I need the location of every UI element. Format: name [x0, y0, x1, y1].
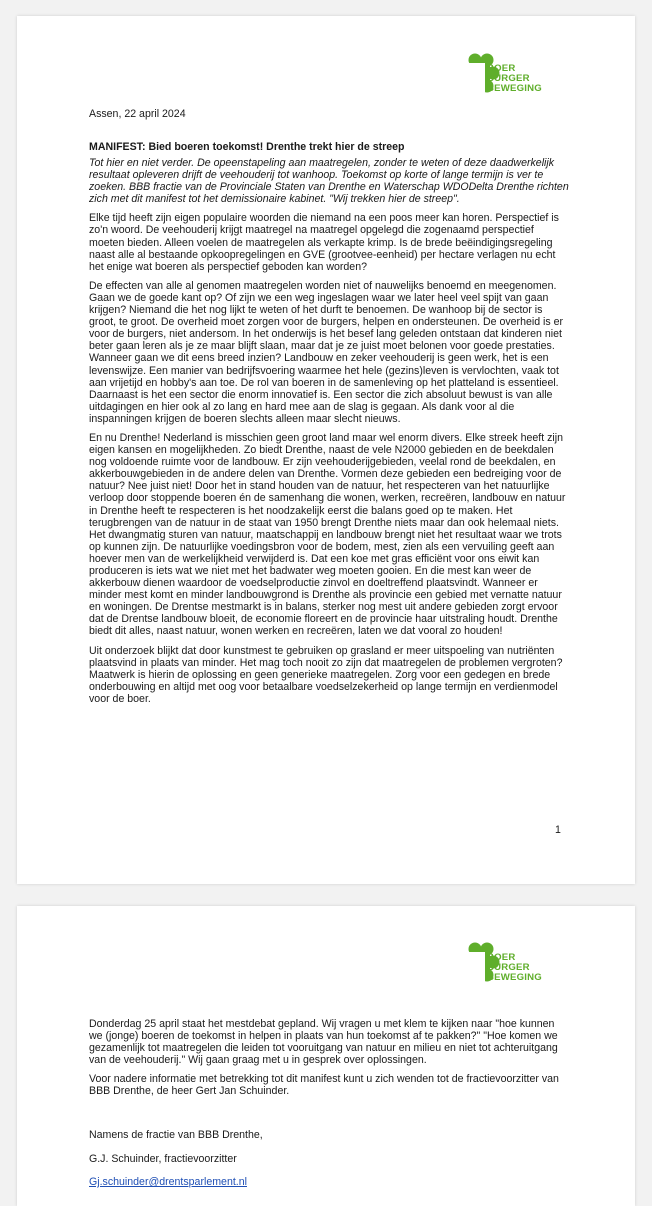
logo-line-1: BOER: [487, 63, 516, 74]
email-link[interactable]: Gj.schuinder@drentsparlement.nl: [89, 1176, 247, 1188]
page-1-body: [89, 157, 569, 712]
logo-line-2: BURGER: [487, 73, 530, 84]
bbb-logo: [463, 53, 547, 105]
signatory: G.J. Schuinder, fractievoorzitter: [89, 1153, 237, 1165]
bbb-logo: [463, 942, 547, 994]
document-page-1: [17, 16, 635, 884]
logo-line-3: BEWEGING: [487, 83, 542, 94]
body-paragraph: Donderdag 25 april staat het mestdebat gepland. Wij vragen u met klem te kijken naar "hoe kunnen we (jonge) boeren de toekomst in helpen in plaats van hun toekomst af te pakken?" "Hoe komen we gezamenlijk tot maatregelen die leiden tot vooruitgang van natuur en milieu en niet tot achteruitgang van de veehouderij." Wij gaan graag met u in gesprek over oplossingen.: [89, 1018, 558, 1067]
page-2-body: [89, 1018, 569, 1105]
body-paragraph: Uit onderzoek blijkt dat door kunstmest te gebruiken op grasland er meer uitspoeling van nutriënten plaatsvind in plaats van minder. Het mag toch nooit zo zijn dat maatregelen de problemen vergroten? Maatwerk is hierin de oplossing en geen generieke maatregelen. Zorg voor een gedegen en brede onderbouwing en altijd met oog voor betaalbare voedselzekerheid op lange termijn en verdienmodel voor de boer.: [89, 644, 563, 705]
body-paragraph: De effecten van alle al genomen maatregelen worden niet of nauwelijks benoemd en meegenomen. Gaan we de goede kant op? Of zijn we een weg ingeslagen waar we later heel veel spijt van gaan krijgen? Niemand die het nog lijkt te weten of het durft te benoemen. De wanhoop bij de sector is groot, te groot. De overheid moet zorgen voor de burgers, helpen en ondersteunen. De overheid is er voor de burgers, niet andersom. In het onderwijs is het besef lang geleden ontstaan dat kinderen niet beter gaan leren als je ze maar blijft slaan, maar dat je ze juist moet belonen voor goede prestaties. Wanneer gaan we dit eens breed inzien? Landbouw en zeker veehouderij is geen werk, het is een levenswijze. Een manier van bedrijfsvoering waarmee het hele (gezins)leven is vervlochten, vaak tot aan vrijetijd en hobby's aan toe. De rol van boeren in de samenleving op het platteland is essentieel. Daarnaast is het een sector die enorm innovatief is. Een sector die zich absoluut bewust is van alle uitdagingen en hier ook al zo lang en hard mee aan de slag is gegaan. Als dank voor al die inspanningen krijgen de boeren slechts alleen maar slecht nieuws.: [89, 279, 564, 425]
document-page-2: [17, 906, 635, 1206]
body-paragraph: En nu Drenthe! Nederland is misschien geen groot land maar wel enorm divers. Elke streek heeft zijn eigen kansen en mogelijkheden. Zo biedt Drenthe, naast de vele N2000 gebieden en de beekdalen nog voldoende ruimte voor de landbouw. Er zijn veehouderijgebieden, veelal rond de beekdalen, en akkerbouwgebieden in de andere delen van Drenthe. Vormen deze gebieden een bedreiging voor de natuur? Nee juist niet! Door het in stand houden van de natuur, het respecteren van het natuurlijke verloop door stoppende boeren én de samenhang die wonen, werken, recreëren, landbouw en natuur in Drenthe heeft te respecteren is het noodzakelijk eerst die balans goed op te maken. Het terugbrengen van de natuur in de staat van 1950 brengt Drenthe niets maar dan ook helemaal niets. Het dwangmatig sturen van natuur, maatschappij en landbouw brengt niet het resultaat waar we trots op kunnen zijn. De natuurlijke voedingsbron voor de bodem, mest, zien als een vervuiling geeft aan hoever men van de werkelijkheid verwijderd is. Dat een koe met gras efficiënt voor ons eiwit kan produceren is iets wat we niet met het badwater weg moeten gooien. En die mest kan weer de akkerbouw dienen waardoor de voedselproductie zinvol en doeltreffend plaatsvindt. Wanneer er minder mest komt en minder landbouwgrond is Drenthe als provincie een gebied met vernatte natuur en woningen. De Drentse mestmarkt is in balans, sterker nog mest uit andere gebieden zorgt ervoor dat de Drentse landbouw bloeit, de economie floreert en de provincie haar uitstraling houdt. Drenthe biedt dit alles, naast natuur, wonen werken en recreëren, laten we dat vooral zo houden!: [89, 431, 566, 638]
manifest-title: MANIFEST: Bied boeren toekomst! Drenthe trekt hier de streep: [89, 141, 405, 153]
body-paragraph: Elke tijd heeft zijn eigen populaire woorden die niemand na een poos meer kan horen. Perspectief is zo'n woord. De veehouderij krijgt maatregel na maatregel opgelegd die zogenaamd perspectief moeten bieden. Alleen voelen de maatregelen als verkapte krimp. Is de brede beëindigingsregeling naast alle al bestaande opkoopregelingen en GVE (grootvee-eenheid) per hectare verlagen nu echt het enige wat boeren als perspectief geboden kan worden?: [89, 212, 559, 273]
letter-date: Assen, 22 april 2024: [89, 108, 186, 120]
logo-line-3: BEWEGING: [487, 972, 542, 983]
page-number: 1: [555, 824, 561, 836]
body-paragraph: Voor nadere informatie met betrekking tot dit manifest kunt u zich wenden tot de fractievoorzitter van BBB Drenthe, de heer Gert Jan Schuinder.: [89, 1073, 559, 1098]
logo-line-2: BURGER: [487, 962, 530, 973]
intro-paragraph: Tot hier en niet verder. De opeenstapeling aan maatregelen, zonder te weten of deze daadwerkelijk resultaat opleveren drijft de veehouderij tot wanhoop. Toekomst op korte of lange termijn is ver te zoeken. BBB fractie van de Provinciale Staten van Drenthe en Waterschap WDODelta Drenthe richten zich met dit manifest tot het demissionaire kabinet. "Wij trekken hier de streep".: [89, 157, 569, 206]
logo-line-1: BOER: [487, 952, 516, 963]
closing-line: Namens de fractie van BBB Drenthe,: [89, 1129, 263, 1141]
